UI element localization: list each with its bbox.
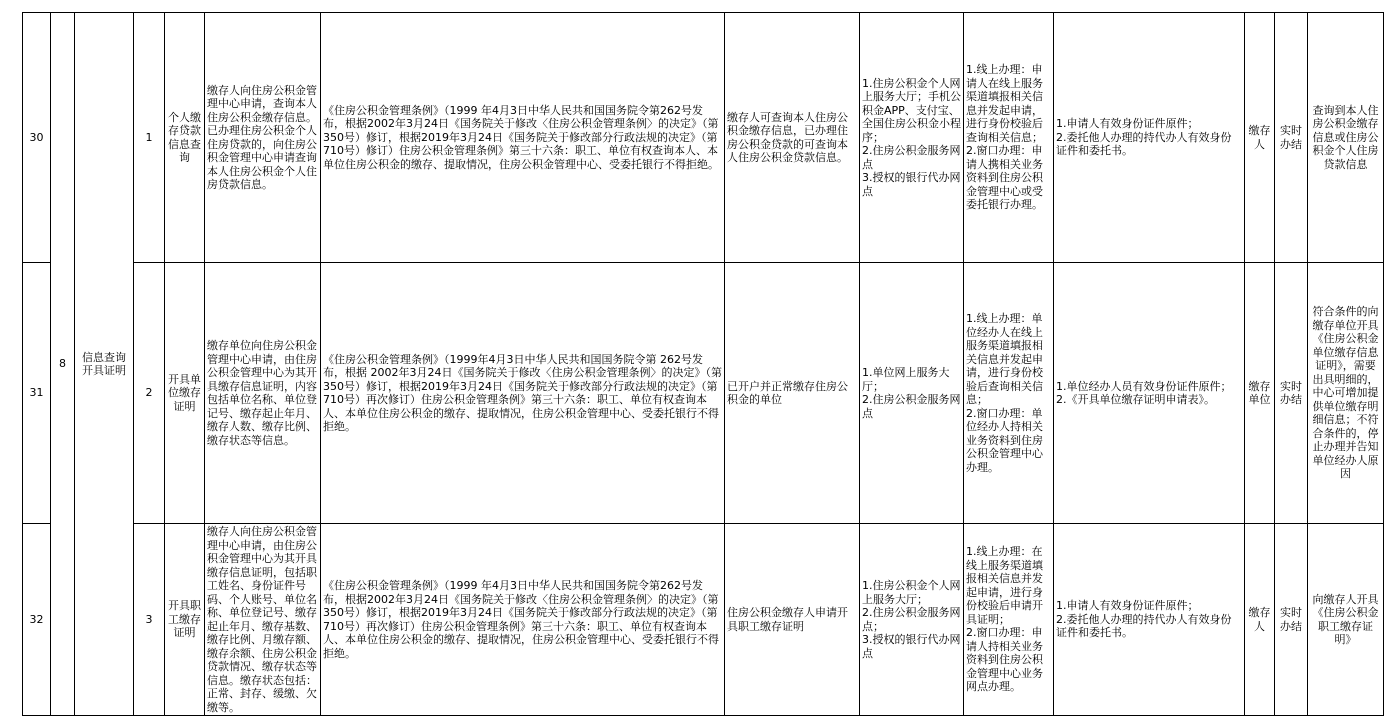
service-target: 缴存人 xyxy=(1245,524,1275,716)
channel-line: 3.授权的银行代办网点 xyxy=(862,633,961,660)
process-line: 1.线上办理：申请人在线上服务渠道填报相关信息并发起申请，进行身份校验后查询相关信息； xyxy=(966,63,1043,144)
eligibility-conditions: 已开户并正常缴存住房公积金的单位 xyxy=(725,263,860,524)
channel-line: 3.授权的银行代办网点 xyxy=(862,171,961,198)
table-row xyxy=(23,13,1384,263)
table-row xyxy=(23,263,1384,524)
handling-result: 查询到本人住房公积金缴存信息或住房公积金个人住房贷款信息 xyxy=(1308,13,1384,263)
required-materials xyxy=(1054,13,1245,263)
process-line: 1.线上办理：在线上服务渠道填报相关信息并发起申请，进行身份校验后申请开具证明； xyxy=(966,545,1043,626)
material-line: 1.单位经办人员有效身份证件原件； xyxy=(1056,379,1232,393)
material-line: 2.委托他人办理的持代办人有效身份证件和委托书。 xyxy=(1056,130,1232,158)
time-limit: 实时办结 xyxy=(1275,13,1308,263)
time-limit: 实时办结 xyxy=(1275,524,1308,716)
channel-line: 2.住房公积金服务网点； xyxy=(862,606,961,633)
handling-result: 向缴存人开具《住房公积金职工缴存证明》 xyxy=(1308,524,1384,716)
group-number: 8 xyxy=(51,13,75,716)
material-line: 1.申请人有效身份证件原件； xyxy=(1056,117,1199,131)
service-target: 缴存单位 xyxy=(1245,263,1275,524)
item-name: 开具职工缴存证明 xyxy=(165,524,205,716)
item-number: 1 xyxy=(134,13,165,263)
item-name: 开具单位缴存证明 xyxy=(165,263,205,524)
row-seq: 31 xyxy=(23,263,51,524)
row-seq: 32 xyxy=(23,524,51,716)
material-line: 1.申请人有效身份证件原件； xyxy=(1056,599,1199,613)
service-channels xyxy=(860,263,964,524)
item-content: 缴存人向住房公积金管理中心申请，查询本人住房公积金缴存信息。已办理住房公积金个人住房贷款的，向住房公积金管理中心申请查询本人住房公积金个人住房贷款信息。 xyxy=(205,13,321,263)
material-line: 2.委托他人办理的持代办人有效身份证件和委托书。 xyxy=(1056,612,1232,640)
service-channels xyxy=(860,13,964,263)
process-steps xyxy=(964,263,1054,524)
eligibility-conditions: 缴存人可查询本人住房公积金缴存信息，已办理住房公积金贷款的可查询本人住房公积金贷款信息。 xyxy=(725,13,860,263)
service-target: 缴存人 xyxy=(1245,13,1275,263)
legal-basis: 《住房公积金管理条例》（1999 年4月3日中华人民共和国国务院令第262号发布，根据2002年3月24日《国务院关于修改〈住房公积金管理条例〉的决定》（第 350号）修订，根据2019年3月24日《国务院关于修改部分行政法规的决定》（第 710号）修订）住房公积金管理条例》第三十六条：职工、单位有权查询本人、本单位住房公积金的缴存、提取情况，住房公积金管理中心、受委托银行不得拒绝。 xyxy=(321,13,725,263)
item-content: 缴存单位向住房公积金管理中心申请，由住房公积金管理中心为其开具缴存信息证明，内容包括单位名称、单位登记号、缴存起止年月、缴存人数、缴存比例、缴存状态等信息。 xyxy=(205,263,321,524)
process-line: 2.窗口办理：申请人携相关业务资料到住房公积金管理中心或受委托银行办理。 xyxy=(966,144,1043,212)
row-seq: 30 xyxy=(23,13,51,263)
group-name: 信息查询开具证明 xyxy=(75,13,134,716)
required-materials xyxy=(1054,263,1245,524)
channel-line: 1.住房公积金个人网上服务大厅； xyxy=(862,579,961,606)
process-line: 2.窗口办理：单位经办人持相关业务资料到住房公积金管理中心办理。 xyxy=(966,406,1043,474)
handling-result: 符合条件的向缴存单位开具《住房公积金单位缴存信息证明》，需要出具明细的，中心可增加提供单位缴存明细信息；不符合条件的，停止办理并告知单位经办人原因 xyxy=(1308,263,1384,524)
item-content: 缴存人向住房公积金管理中心申请，由住房公积金管理中心为其开具缴存信息证明，包括职工姓名、身份证件号码、个人账号、单位名称、单位登记号、缴存起止年月、缴存基数、缴存比例、月缴存额、缴存余额、住房公积金贷款情况、缴存状态等信息。缴存状态包括：正常、封存、缓缴、欠缴等。 xyxy=(205,524,321,716)
required-materials xyxy=(1054,524,1245,716)
process-steps xyxy=(964,524,1054,716)
service-channels xyxy=(860,524,964,716)
channel-line: 1.住房公积金个人网上服务大厅；手机公积金APP、支付宝、全国住房公积金小程序； xyxy=(862,76,961,144)
process-line: 1.线上办理：单位经办人在线上服务渠道填报相关信息并发起申请，进行身份校验后查询相关信息； xyxy=(966,312,1043,406)
item-name: 个人缴存贷款信息查询 xyxy=(165,13,205,263)
channel-line: 2.住房公积金服务网点 xyxy=(862,144,961,171)
process-steps xyxy=(964,13,1054,263)
process-line: 2.窗口办理：申请人持相关业务资料到住房公积金管理中心业务网点办理。 xyxy=(966,626,1043,694)
item-number: 3 xyxy=(134,524,165,716)
legal-basis: 《住房公积金管理条例》（1999年4月3日中华人民共和国国务院令第 262号发布，根据 2002年3月24日《国务院关于修改〈住房公积金管理条例〉的决定》（第350号）修订，根据2019年3月24日《国务院关于修改部分行政法规的决定》（第710号）再次修订）住房公积金管理条例》第三十六条：职工、单位有权查询本人、本单位住房公积金的缴存、提取情况，住房公积金管理中心、受委托银行不得拒绝。 xyxy=(321,263,725,524)
matters-table xyxy=(22,12,1384,716)
legal-basis: 《住房公积金管理条例》（1999 年4月3日中华人民共和国国务院令第262号发布，根据2002年3月24日《国务院关于修改〈住房公积金管理条例〉的决定》（第 350号）修订，根据2019年3月24日《国务院关于修改部分行政法规的决定》（第 710号）再次修订）住房公积金管理条例》第三十六条：职工、单位有权查询本人、本单位住房公积金的缴存、提取情况，住房公积金管理中心、受委托银行不得拒绝。 xyxy=(321,524,725,716)
table-row xyxy=(23,524,1384,716)
time-limit: 实时办结 xyxy=(1275,263,1308,524)
item-number: 2 xyxy=(134,263,165,524)
channel-line: 1.单位网上服务大厅； xyxy=(862,366,950,393)
eligibility-conditions: 住房公积金缴存人申请开具职工缴存证明 xyxy=(725,524,860,716)
material-line: 2.《开具单位缴存证明申请表》。 xyxy=(1056,393,1215,406)
channel-line: 2.住房公积金服务网点 xyxy=(862,393,961,420)
